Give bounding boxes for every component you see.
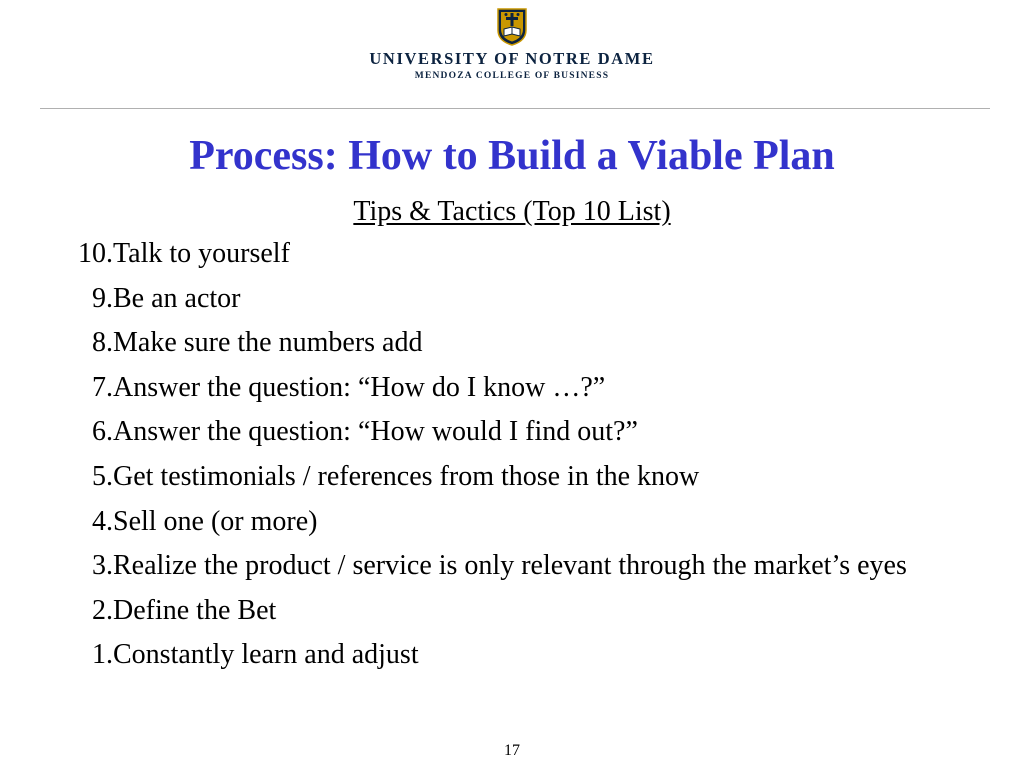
- tip-number: 10.: [78, 238, 113, 269]
- notre-dame-shield-icon: [497, 8, 527, 46]
- university-name: UNIVERSITY OF NOTRE DAME: [369, 49, 655, 68]
- list-item: [60, 504, 1020, 540]
- list-item: [60, 370, 1020, 406]
- list-item: [60, 325, 1020, 361]
- slide-title: Process: How to Build a Viable Plan: [189, 133, 835, 179]
- tip-number: 5.: [92, 460, 113, 492]
- tip-text: Make sure the numbers add: [113, 327, 423, 359]
- tip-number: 8.: [92, 327, 113, 359]
- university-logo: [0, 8, 1024, 82]
- college-name: MENDOZA COLLEGE OF BUSINESS: [414, 71, 610, 81]
- header-divider: [40, 108, 990, 109]
- tip-number: 7.: [92, 371, 113, 403]
- tip-text: Get testimonials / references from those in the know: [113, 460, 700, 492]
- list-item: [60, 637, 1020, 673]
- slide-subtitle: Tips & Tactics (Top 10 List): [353, 196, 671, 227]
- list-item: [60, 236, 1020, 272]
- tip-number: 2.: [92, 594, 113, 626]
- tip-text: Be an actor: [113, 282, 241, 314]
- tip-text: Realize the product / service is only relevant through the market’s eyes: [113, 550, 907, 582]
- tip-text: Answer the question: “How do I know …?”: [113, 371, 606, 403]
- list-item: [60, 281, 1020, 317]
- tip-number: 6.: [92, 416, 113, 448]
- tip-text: Answer the question: “How would I find out?”: [113, 416, 638, 448]
- tip-text: Talk to yourself: [113, 238, 290, 269]
- list-item: [60, 414, 1020, 450]
- tip-text: Define the Bet: [113, 594, 277, 626]
- tip-number: 3.: [92, 550, 113, 582]
- page-number: 17: [504, 742, 520, 759]
- tip-text: Sell one (or more): [113, 505, 318, 537]
- list-item: [60, 548, 1020, 584]
- tips-list: [60, 236, 1020, 682]
- tip-number: 1.: [92, 639, 113, 671]
- tip-number: 4.: [92, 505, 113, 537]
- tip-text: Constantly learn and adjust: [113, 639, 419, 671]
- list-item: [60, 593, 1020, 629]
- list-item: [60, 459, 1020, 495]
- tip-number: 9.: [92, 282, 113, 314]
